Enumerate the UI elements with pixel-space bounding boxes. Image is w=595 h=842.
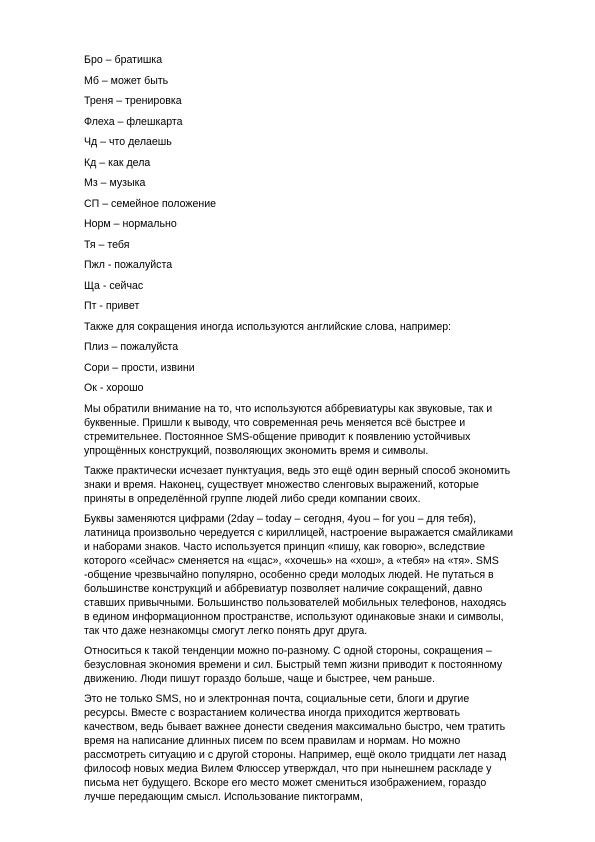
glossary-entry: Кд – как дела <box>84 156 151 169</box>
glossary-entry: Треня – тренировка <box>84 95 182 107</box>
page-content <box>84 53 514 810</box>
paragraph: Мы обратили внимание на то, что используются аббревиатуры как звуковые, так и буквенные. Пришли к выводу, что современная речь меняется всё быстрее и стремительнее. Постоянное SMS-общение приводит к появлению устойчивых упрощённых конструкций, позволяющих экономить время и символы. <box>84 402 493 457</box>
paragraph: Это не только SMS, но и электронная почта, социальные сети, блоги и другие ресурсы. Вместе с возрастанием количества иногда приходится жертвовать качеством, ведь бывает важнее донести сведения максимально быстро, чем тратить время на написание длинных писем по всем правилам и нормам. Но можно рассмотреть ситуацию и с другой стороны. Например, ещё около тридцати лет назад философ новых медиа Вилем Флюссер утверждал, что при нынешнем раскладе у письма нет будущего. Вскоре его место может смениться изображением, гораздо лучше передающим смысл. Использование пиктограмм, <box>84 692 507 803</box>
english-term-entry: Сори – прости, извини <box>84 361 195 374</box>
glossary-entry: Тя – тебя <box>84 238 130 251</box>
glossary-entry: Мб – может быть <box>84 74 169 87</box>
glossary-entry: Мз – музыка <box>84 177 146 189</box>
slang-glossary <box>84 53 514 313</box>
glossary-entry: Пжл - пожалуйста <box>84 259 173 271</box>
paragraph: Относиться к такой тенденции можно по-разному. С одной стороны, сокращения – безусловная экономия времени и сил. Быстрый темп жизни приводит к постоянному движению. Люди пишут гораздо больше, чаще и быстрее, чем раньше. <box>84 644 503 685</box>
glossary-entry: СП – семейное положение <box>84 197 217 210</box>
english-term-entry: Плиз – пожалуйста <box>84 341 179 353</box>
english-terms <box>84 340 514 395</box>
english-term-entry: Ок - хорошо <box>84 382 144 394</box>
glossary-entry: Норм – нормально <box>84 218 177 230</box>
glossary-entry: Пт - привет <box>84 300 140 312</box>
glossary-entry: Чд – что делаешь <box>84 136 172 148</box>
english-intro: Также для сокращения иногда используются английские слова, например: <box>84 320 452 333</box>
paragraph: Буквы заменяются цифрами (2day – today – сегодня, 4you – for you – для тебя), латиница произвольно чередуется с кириллицей, настроение выражается смайликами и наборами знаков. Часто используется принцип «пишу, как говорю», вследствие которого «сейчас» сменяется на «щас», «хочешь» на «хош», а «тебя» на «тя». SMS -общение чрезвычайно популярно, особенно среди молодых людей. Не путаться в большинстве конструкций и аббревиатур позволяет наличие сокращений, давно ставших привычными. Большинство пользователей мобильных телефонов, находясь в едином информационном пространстве, используют одинаковые знаки и символы, так что даже незнакомцы смогут легко понять друг друга. <box>84 512 514 637</box>
paragraph: Также практически исчезает пунктуация, ведь это ещё один верный способ экономить знаки и время. Наконец, существует множество сленговых выражений, которые приняты в определённой группе людей либо среди компании своих. <box>84 464 511 505</box>
glossary-entry: Бро – братишка <box>84 54 163 66</box>
body-paragraphs <box>84 402 514 804</box>
glossary-entry: Ща - сейчас <box>84 279 144 292</box>
glossary-entry: Флеха – флешкарта <box>84 115 183 128</box>
